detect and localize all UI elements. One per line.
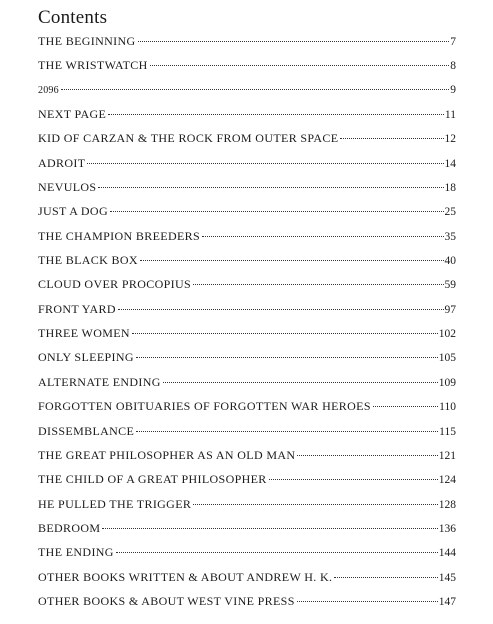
toc-entry-page: 14 [444,157,456,170]
toc-entry[interactable] [38,394,456,418]
dot-leader [136,431,438,432]
toc-entry[interactable] [38,53,456,77]
toc-entry[interactable] [38,248,456,272]
toc-entry[interactable] [38,467,456,491]
dot-leader [202,236,443,237]
toc-entry-title: NEVULOS [38,180,97,195]
dot-leader [269,479,438,480]
toc-entry-title: JUST A DOG [38,204,108,219]
toc-entry-page: 105 [438,352,456,365]
dot-leader [110,211,444,212]
toc-entry-title: ONLY SLEEPING [38,350,134,365]
toc-entry-page: 124 [438,474,456,487]
toc-entry-title: NEXT PAGE [38,107,107,122]
toc-entry-page: 11 [444,109,456,122]
toc-entry-title: THE WRISTWATCH [38,58,148,73]
toc-entry-title: THE CHAMPION BREEDERS [38,228,201,243]
toc-entry-page: 136 [438,522,456,535]
toc-entry-page: 110 [439,401,456,414]
toc-entry-page: 8 [450,60,456,73]
toc-entry-title: CLOUD OVER PROCOPIUS [38,277,192,292]
toc-entry[interactable] [38,272,456,296]
toc-entry-title: FORGOTTEN OBITUARIES OF FORGOTTEN WAR HEROES [38,399,371,414]
table-of-contents [38,29,456,613]
dot-leader [193,284,443,285]
toc-entry-page: 145 [438,571,456,584]
toc-entry-page: 102 [438,328,456,341]
toc-entry[interactable] [38,151,456,175]
toc-entry-title: THE BEGINNING [38,34,136,48]
toc-entry-page: 109 [438,376,456,389]
dot-leader [132,333,438,334]
toc-entry[interactable] [38,297,456,321]
toc-entry[interactable] [38,199,456,223]
toc-entry-page: 18 [444,182,456,195]
dot-leader [87,163,443,164]
dot-leader [150,65,450,66]
toc-entry[interactable] [38,540,456,564]
toc-entry-title: FRONT YARD [38,301,116,316]
toc-entry[interactable] [38,29,456,53]
toc-entry-title: THREE WOMEN [38,326,130,341]
toc-entry[interactable] [38,78,456,102]
dot-leader [297,455,437,456]
toc-entry-title: THE ENDING [38,545,114,560]
toc-entry[interactable] [38,175,456,199]
dot-leader [98,187,443,188]
toc-entry-page: 7 [450,36,456,48]
dot-leader [61,89,449,90]
dot-leader [340,138,443,139]
toc-entry[interactable] [38,370,456,394]
toc-entry-title: THE CHILD OF A GREAT PHILOSOPHER [38,472,267,487]
toc-entry[interactable] [38,443,456,467]
toc-entry[interactable] [38,224,456,248]
dot-leader [140,260,444,261]
dot-leader [297,601,438,602]
dot-leader [334,577,437,578]
toc-entry-page: 35 [444,230,456,243]
toc-entry-title: OTHER BOOKS & ABOUT WEST VINE PRESS [38,593,295,608]
toc-entry-page: 97 [444,303,456,316]
dot-leader [193,504,438,505]
toc-entry[interactable] [38,492,456,516]
dot-leader [118,309,444,310]
toc-entry[interactable] [38,589,456,613]
toc-entry-title: HE PULLED THE TRIGGER [38,496,192,511]
toc-entry-page: 40 [444,255,456,268]
dot-leader [136,357,438,358]
toc-entry-title: THE BLACK BOX [38,253,138,268]
toc-entry-title: ADROIT [38,155,86,170]
toc-entry-page: 59 [444,279,456,292]
toc-entry[interactable] [38,565,456,589]
toc-entry-page: 25 [444,206,456,219]
toc-entry[interactable] [38,126,456,150]
toc-entry-title: ALTERNATE ENDING [38,374,161,389]
toc-entry-title: BEDROOM [38,520,101,535]
dot-leader [116,552,438,553]
toc-entry-page: 12 [444,133,456,146]
toc-entry[interactable] [38,102,456,126]
toc-entry-page: 9 [450,83,456,96]
toc-entry[interactable] [38,419,456,443]
contents-heading: Contents [38,7,108,28]
toc-entry-title: THE GREAT PHILOSOPHER AS AN OLD MAN [38,447,296,462]
toc-entry[interactable] [38,516,456,540]
dot-leader [108,114,444,115]
dot-leader [102,528,437,529]
dot-leader [138,41,450,42]
toc-entry-page: 121 [438,449,456,462]
toc-entry-title: DISSEMBLANCE [38,423,135,438]
toc-entry-title: 2096 [38,84,59,96]
toc-entry[interactable] [38,345,456,369]
toc-entry[interactable] [38,321,456,345]
dot-leader [373,406,438,407]
dot-leader [163,382,438,383]
toc-entry-title: KID OF CARZAN & THE ROCK FROM OUTER SPACE [38,131,339,146]
toc-entry-title: OTHER BOOKS WRITTEN & ABOUT ANDREW H. K. [38,569,333,584]
toc-entry-page: 144 [438,547,456,560]
toc-entry-page: 128 [438,498,456,511]
toc-entry-page: 147 [438,595,456,608]
toc-entry-page: 115 [439,425,456,438]
